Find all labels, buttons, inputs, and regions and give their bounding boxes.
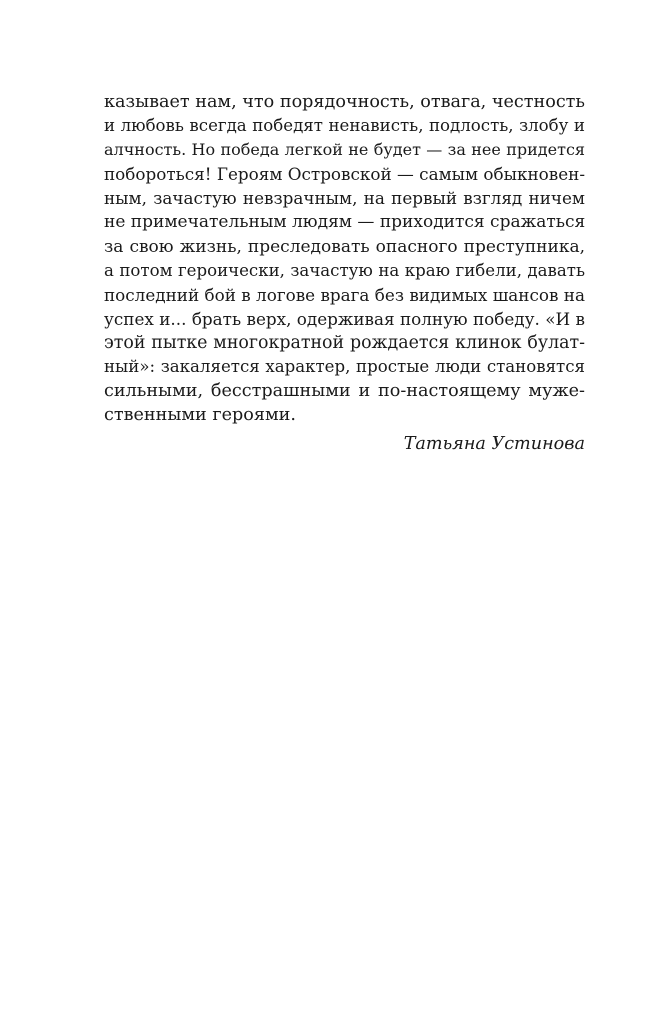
text-line-5: ным, зачастую невзрачным, на первый взгляд ничем — [104, 188, 585, 209]
text-line-8: а потом героически, зачастую на краю гибели, давать — [104, 260, 585, 280]
text-line-2: и любовь всегда победят ненависть, подлость, злобу и — [104, 116, 585, 136]
text-line-7: за свою жизнь, преследовать опасного преступника, — [104, 236, 585, 257]
text-line-3: алчность. Но победа легкой не будет — за нее придется — [104, 140, 585, 160]
text-line-1: казывает нам, что порядочность, отвага, честность — [104, 92, 585, 112]
text-line-13: сильными, бесстрашными и по-настоящему муже- — [104, 381, 585, 402]
author-signature: Татьяна Устинова — [403, 434, 585, 454]
text-line-4: побороться! Героям Островской — самым обыкновен- — [104, 164, 585, 185]
text-line-6: не примечательным людям — приходится сражаться — [104, 212, 586, 233]
text-line-12: ный»: закаляется характер, простые люди становятся — [104, 357, 585, 377]
body-text — [104, 90, 585, 427]
text-line-14: ственными героями. — [104, 405, 296, 426]
text-line-10: успех и... брать верх, одерживая полную победу. «И в — [104, 308, 585, 329]
text-line-9: последний бой в логове врага без видимых шансов на — [104, 284, 585, 305]
text-line-11: этой пытке многократной рождается клинок булат- — [104, 332, 585, 353]
